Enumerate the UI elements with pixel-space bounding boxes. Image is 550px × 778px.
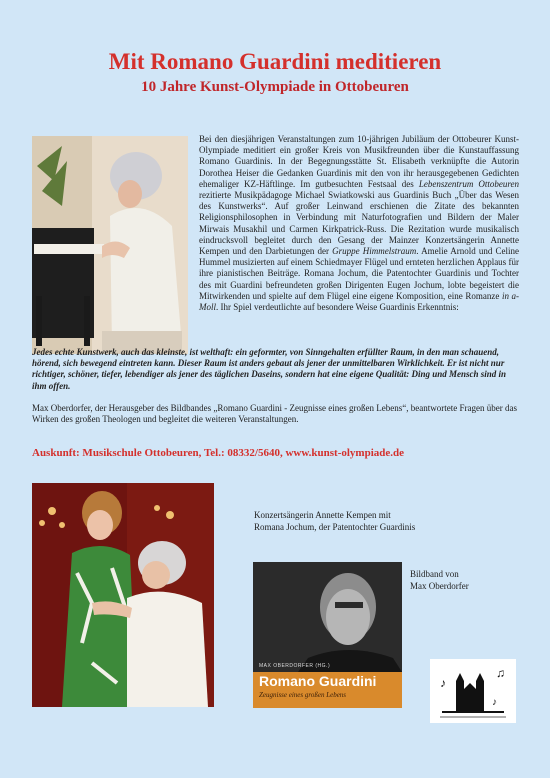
closing-paragraph: Max Oberdorfer, der Herausgeber des Bildbandes „Romano Guardini - Zeugnisse eines großen Lebens“, beantwortete Fragen über das Wirken des großen Theologen und begleitet die weiteren Veranstaltungen. xyxy=(32,403,517,425)
singer-caption: Konzertsängerin Annette Kempen mit Romana Jochum, der Patentochter Guardinis xyxy=(254,510,416,532)
page-title: Mit Romano Guardini meditieren xyxy=(108,49,442,74)
book-author: MAX OBERDORFER (HG.) xyxy=(259,663,331,669)
pianist-photo xyxy=(32,136,188,354)
page-subtitle: 10 Jahre Kunst-Olympiade in Ottobeuren xyxy=(141,79,409,95)
article-body: Bei den diesjährigen Veranstaltungen zum 10-jährigen Jubiläum der Ottobeurer Kunst-Olympiade meditiert ein großer Kreis von Musikfreunden über die Kunstauffassung Romano Guardinis. In der Begegnungsstätte St. Elisabeth verknüpfte die Autorin Dorothea Heiser die Gedanken Guardinis mit den von ihr herausgegebenen Gedichten ehemaliger KZ-Häftlinge. Im gutbesuchten Festsaal des Lebenszentrum Ottobeuren rezitierte Musikpädagoge Michael Swiatkowski aus Guardinis Buch „Über das Wesen des Kunstwerks“. Auf großer Leinwand erschienen die Zitate des bekannten Religionsphilosophen in Verbindung mit Naturfotografien und Bildern der Maler Mirwais Musakhil und Carmen Kirkpatrick-Russ. Die Rezitation wurde musikalisch eindrucksvoll begleitet durch den Gesang der Mainzer Konzertsängerin Annette Kempen und den Darbietungen der Gruppe Himmelstraum. Amelie Arnold und Celine Hummel musizierten auf einem Schiedmayer Flügel und ernteten herzlichen Applaus für ihre pianistischen Beiträge. Romana Jochum, die Patentochter Guardinis und Tochter des mit Guardini befreundeten großen Dirigenten Eugen Jochum, lobte begeistert die Mitwirkenden und spielte auf dem Flügel eine eigene Komposition, eine Romanze in a-Moll. Ihr Spiel verdeutlichte auf besondere Weise Guardinis Erkenntnis: xyxy=(199,134,520,313)
key-name: in a-Moll xyxy=(199,290,520,313)
svg-text:♪: ♪ xyxy=(440,676,446,690)
book-title: Romano Guardini xyxy=(259,673,377,689)
book-cover-image xyxy=(253,562,402,708)
svg-text:♫: ♫ xyxy=(496,666,505,680)
group-name: Gruppe Himmelstraum xyxy=(332,246,417,257)
music-school-logo xyxy=(430,659,516,723)
guardini-quote: Jedes echte Kunstwerk, auch das kleinste, ist welthaft: ein geformter, von Sinngehalten erfüllter Raum, in den man schauend, hörend, sich bewegend eintreten kann. Dieser Raum ist anders gebaut als jener der unmittelbaren Wirklichkeit. Er ist nicht nur richtiger, schöner, tiefer, lebendiger als jener des täglichen Daseins, sondern hat eine eigene Qualität: Ding und Mensch sind in ihm offen. xyxy=(32,347,507,391)
svg-text:♪: ♪ xyxy=(492,697,497,708)
venue-name: Lebenszentrum Ottobeuren xyxy=(418,178,520,189)
book-caption: Bildband von Max Oberdorfer xyxy=(410,569,469,591)
book-subtitle: Zeugnisse eines großen Lebens xyxy=(259,691,347,699)
contact-info: Auskunft: Musikschule Ottobeuren, Tel.: 08332/5640, www.kunst-olympiade.de xyxy=(32,447,405,459)
singer-photo xyxy=(32,483,214,707)
